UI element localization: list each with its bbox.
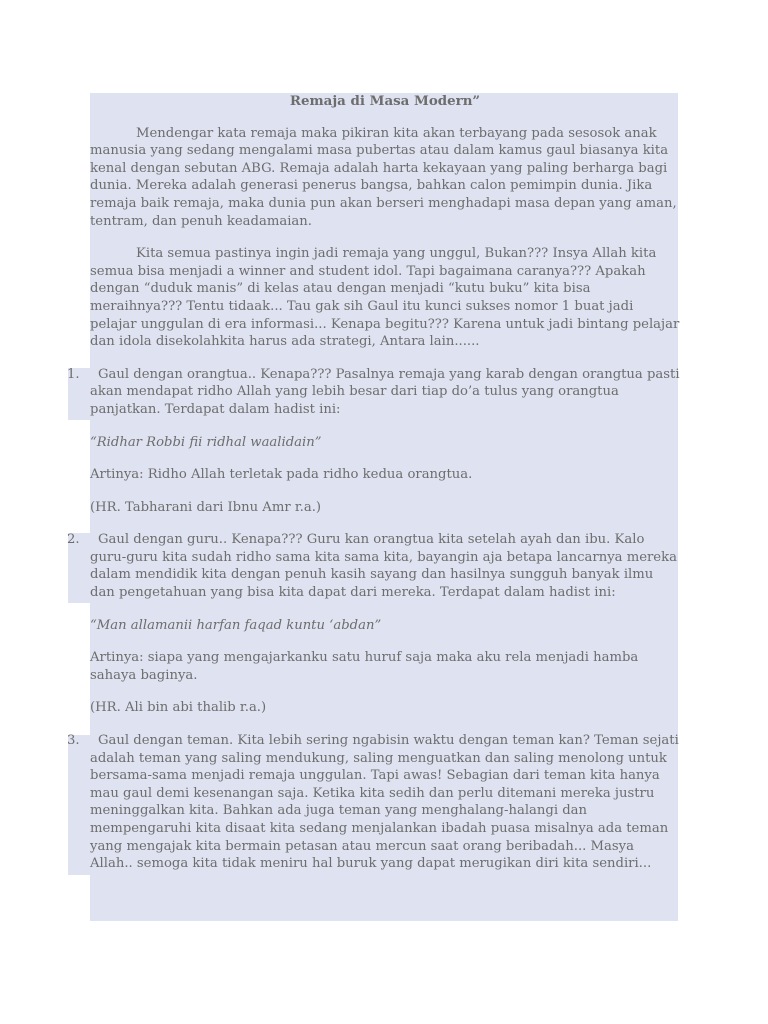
hadith-quote: “Ridhar Robbi fii ridhal waalidain” <box>90 434 322 450</box>
hadith-meaning: Artinya: Ridho Allah terletak pada ridho kedua orangtua. <box>90 467 473 483</box>
hadith-source: (HR. Ali bin abi thalib r.a.) <box>90 700 267 716</box>
hadith-meaning: Artinya: siapa yang mengajarkanku satu huruf saja maka aku rela menjadi hamba sahaya baginya. <box>90 650 639 683</box>
document-body <box>67 93 680 888</box>
list-item-text: Gaul dengan orangtua.. Kenapa??? Pasalnya remaja yang karab dengan orangtua pasti akan mendapat ridho Allah yang lebih besar dari tiap do’a tulus yang orangtua panjatkan. Terdapat dalam hadist ini: <box>90 366 680 417</box>
list-number: 3. <box>67 733 80 749</box>
list-number: 1. <box>67 366 80 382</box>
paragraph-intro: Mendengar kata remaja maka pikiran kita akan terbayang pada sesosok anak manusia yang sedang mengalami masa pubertas atau dalam kamus gaul biasanya kita kenal dengan sebutan ABG. Remaja adalah harta kekayaan yang paling berharga bagi dunia. Mereka adalah generasi penerus bangsa, bahkan calon pemimpin dunia. Jika remaja baik remaja, maka dunia pun akan berseri menghadapi masa depan yang aman, tentram, dan penuh keadamaian. <box>90 125 677 229</box>
list-item <box>67 531 680 601</box>
list-item-text: Gaul dengan teman. Kita lebih sering ngabisin waktu dengan teman kan? Teman sejati adalah teman yang saling mendukung, saling menguatkan dan saling menolong untuk bersama-sama menjadi remaja unggulan. Tapi awas! Sebagian dari teman kita hanya mau gaul demi kesenangan saja. Ketika kita sedih dan perlu ditemani mereka justru meninggalkan kita. Bahkan ada juga teman yang menghalang-halangi dan mempengaruhi kita disaat kita sedang menjalankan ibadah puasa misalnya ada teman yang mengajak kita bermain petasan atau mercun saat orang beribadah... Masya Allah.. semoga kita tidak meniru hal buruk yang dapat merugikan diri kita sendiri... <box>90 733 679 872</box>
document-title: Remaja di Masa Modern” <box>289 93 481 109</box>
hadith-source: (HR. Tabharani dari Ibnu Amr r.a.) <box>90 499 322 515</box>
list-number-highlight <box>68 735 90 875</box>
list-number: 2. <box>67 532 80 548</box>
list-item <box>67 732 680 873</box>
list-item-text: Gaul dengan guru.. Kenapa??? Guru kan orangtua kita setelah ayah dan ibu. Kalo guru-guru kita sudah ridho sama kita sama kita, bayangin aja betapa lancarnya mereka dalam mendidik kita dengan penuh kasih sayang dan hasilnya sungguh banyak ilmu dan pengetahuan yang bisa kita dapat dari mereka. Terdapat dalam hadist ini: <box>90 532 677 601</box>
paragraph-strategy: Kita semua pastinya ingin jadi remaja yang unggul, Bukan??? Insya Allah kita semua bisa menjadi a winner and student idol. Tapi bagaimana caranya??? Apakah dengan “duduk manis” di kelas atau dengan menjadi “kutu buku” kita bisa meraihnya??? Tentu tidaak... Tau gak sih Gaul itu kunci sukses nomor 1 buat jadi pelajar unggulan di era informasi... Kenapa begitu??? Karena untuk jadi bintang pelajar dan idola disekolahkita harus ada strategi, Antara lain...... <box>90 246 680 350</box>
hadith-quote: “Man allamanii harfan faqad kuntu ‘abdan” <box>90 617 382 633</box>
list-item <box>67 366 680 419</box>
